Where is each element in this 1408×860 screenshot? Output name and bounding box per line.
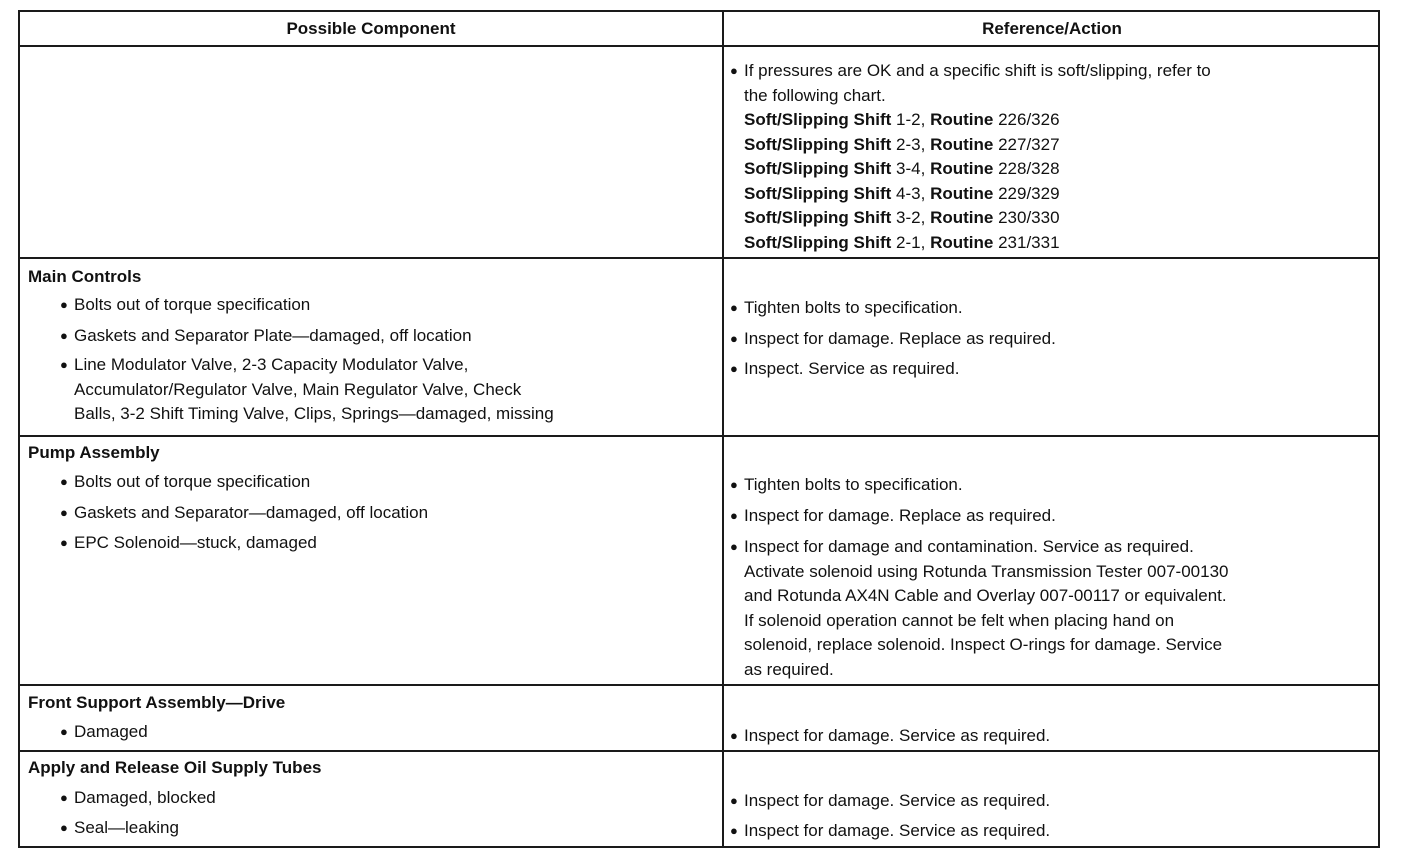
bullet-icon: ● — [60, 357, 68, 372]
diagnosis-table — [18, 10, 1380, 848]
section-title: Main Controls — [28, 267, 142, 286]
action-item: ● Inspect for damage. Service as required. — [730, 724, 1370, 749]
bullet-icon: ● — [730, 63, 738, 78]
bullet-icon: ● — [60, 505, 68, 520]
bullet-icon: ● — [730, 793, 738, 808]
bullet-icon: ● — [730, 508, 738, 523]
component-item: ● Seal—leaking — [60, 816, 710, 841]
bullet-icon: ● — [730, 361, 738, 376]
bullet-icon: ● — [730, 823, 738, 838]
component-item: ● Damaged, blocked — [60, 786, 710, 811]
table-row-oil-supply — [20, 752, 1378, 846]
table-row-front-support — [20, 686, 1378, 750]
component-item: ● Gaskets and Separator—damaged, off location — [60, 501, 710, 526]
section-title: Front Support Assembly—Drive — [28, 693, 286, 712]
table-row-pump-assembly — [20, 437, 1378, 684]
bullet-icon: ● — [60, 474, 68, 489]
shift-routine-item: Soft/Slipping Shift 2-1, Routine 231/331 — [744, 232, 1060, 252]
section-title: Pump Assembly — [28, 443, 160, 462]
action-item: ● Inspect for damage. Replace as required. — [730, 327, 1370, 352]
action-item: ● Inspect for damage. Replace as required. — [730, 504, 1370, 529]
bullet-icon: ● — [60, 328, 68, 343]
component-item: ● EPC Solenoid—stuck, damaged — [60, 531, 710, 556]
action-item: ● Inspect for damage. Service as required. — [730, 789, 1370, 814]
component-item: ● Damaged — [60, 720, 710, 745]
bullet-icon: ● — [730, 539, 738, 554]
shift-routine-item: Soft/Slipping Shift 2-3, Routine 227/327 — [744, 134, 1060, 154]
action-item: ● Inspect. Service as required. — [730, 357, 1370, 382]
shift-routine-item: Soft/Slipping Shift 4-3, Routine 229/329 — [744, 183, 1060, 203]
shift-routine-item: Soft/Slipping Shift 3-2, Routine 230/330 — [744, 208, 1060, 227]
table-row-main-controls — [20, 259, 1378, 435]
action-item: ● Inspect for damage and contamination. Service as required. Activate solenoid using Rotunda Transmission Tester 007-00130 and Rotunda AX4N Cable and Overlay 007-00117 or equivalent. If solenoid operation cannot be felt when placing hand on solenoid, replace solenoid. Inspect O-rings for damage. Service as required. — [730, 535, 1370, 682]
bullet-icon: ● — [60, 724, 68, 739]
shift-chart-reference: ● If pressures are OK and a specific shift is soft/slipping, refer to the following chart. Soft/Slipping Shift 1-2, Routine 226/326 Soft/Slipping Shift 2-3, Routine 227/327 Soft/Slipping Shift 3-4, Routine 228/328 Soft/Slipping Shift 4-3, Routine 229/329 Soft/Slipping Shift 3-2, Routine 230/330 Soft/Slipping Shift 2-1, Routine 231/331 — [730, 59, 1370, 255]
bullet-icon: ● — [60, 820, 68, 835]
component-item: ● Line Modulator Valve, 2-3 Capacity Modulator Valve, Accumulator/Regulator Valve, Main Regulator Valve, Check Balls, 3-2 Shift Timing Valve, Clips, Springs—damaged, missing — [60, 353, 710, 427]
bullet-icon: ● — [730, 300, 738, 315]
header-reference-action: Reference/Action — [982, 18, 1122, 38]
table-row — [20, 47, 1378, 257]
component-item: ● Bolts out of torque specification — [60, 470, 710, 495]
shift-routine-item: Soft/Slipping Shift 3-4, Routine 228/328 — [744, 159, 1060, 178]
bullet-icon: ● — [730, 331, 738, 346]
shift-routine-item: Soft/Slipping Shift 1-2, Routine 226/326 — [744, 110, 1060, 129]
bullet-icon: ● — [60, 790, 68, 805]
bullet-icon: ● — [730, 477, 738, 492]
bullet-icon: ● — [730, 728, 738, 743]
bullet-icon: ● — [60, 535, 68, 550]
bullet-icon: ● — [60, 297, 68, 312]
action-item: ● Tighten bolts to specification. — [730, 473, 1370, 498]
component-item: ● Gaskets and Separator Plate—damaged, off location — [60, 324, 710, 349]
header-possible-component: Possible Component — [286, 18, 456, 38]
component-item: ● Bolts out of torque specification — [60, 293, 710, 318]
action-item: ● Inspect for damage. Service as required. — [730, 819, 1370, 844]
action-item: ● Tighten bolts to specification. — [730, 296, 1370, 321]
section-title: Apply and Release Oil Supply Tubes — [28, 758, 322, 777]
